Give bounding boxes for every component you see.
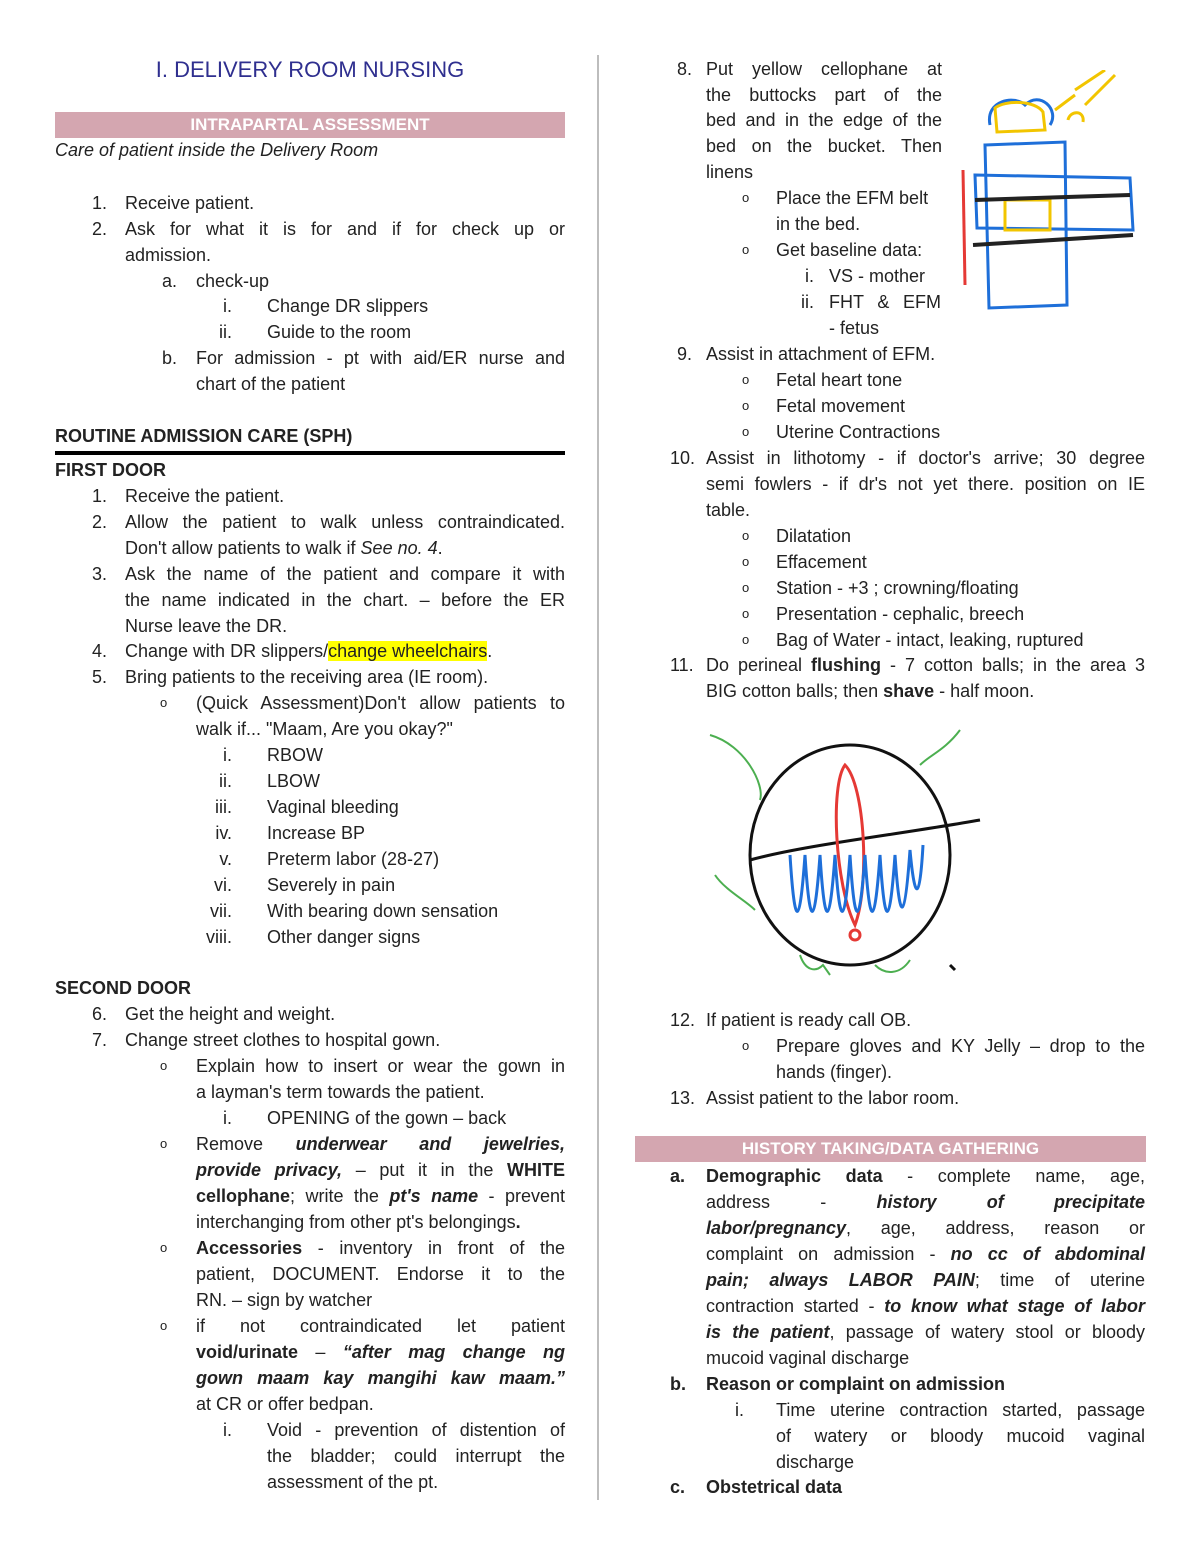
- list-roman: viii.: [206, 927, 232, 947]
- bullet-marker: o: [160, 1136, 168, 1151]
- list-item: Assist in attachment of EFM.: [706, 344, 936, 364]
- list-item: if not contraindicated let patient: [196, 1316, 565, 1336]
- list-letter: a.: [670, 1166, 686, 1186]
- list-item: Uterine Contractions: [776, 422, 941, 442]
- list-item-cont: Nurse leave the DR.: [125, 616, 288, 636]
- list-item: Bring patients to the receiving area (IE room).: [125, 667, 489, 687]
- list-number: 5.: [91, 667, 107, 687]
- list-roman: i.: [223, 1108, 232, 1128]
- list-item: Demographic data - complete name, age,: [706, 1166, 1145, 1186]
- list-number: 10.: [670, 448, 696, 468]
- list-letter: b.: [161, 348, 177, 368]
- list-item: Prepare gloves and KY Jelly – drop to the: [776, 1036, 1145, 1056]
- list-item-cont: is the patient, passage of watery stool or bloody: [706, 1322, 1146, 1342]
- bullet-marker: o: [160, 1240, 168, 1255]
- bullet-marker: o: [742, 372, 750, 387]
- list-number: 1.: [91, 486, 107, 506]
- list-roman: i.: [223, 745, 232, 765]
- list-item: Fetal heart tone: [776, 370, 903, 390]
- list-item: Increase BP: [267, 823, 366, 843]
- list-item-cont: bed on the bucket. Then: [706, 136, 942, 156]
- section-band-history: HISTORY TAKING/DATA GATHERING: [635, 1136, 1146, 1162]
- list-item: Bag of Water - intact, leaking, ruptured: [776, 630, 1084, 650]
- list-item: LBOW: [267, 771, 321, 791]
- list-item-cont: the buttocks part of the: [706, 85, 942, 105]
- list-item: (Quick Assessment)Don't allow patients to: [196, 693, 565, 713]
- list-item-cont: RN. – sign by watcher: [196, 1290, 373, 1310]
- list-item: Dilatation: [776, 526, 852, 546]
- list-roman: v.: [219, 849, 232, 869]
- list-item-cont: a layman's term towards the patient.: [196, 1082, 485, 1102]
- list-letter: a.: [161, 271, 177, 291]
- list-number: 2.: [91, 512, 107, 532]
- list-number: 12.: [670, 1010, 696, 1030]
- list-item: Preterm labor (28-27): [267, 849, 440, 869]
- section-heading-routine: ROUTINE ADMISSION CARE (SPH): [55, 426, 353, 446]
- list-item: Allow the patient to walk unless contraindicated.: [125, 512, 565, 532]
- list-number: 1.: [91, 193, 107, 213]
- bullet-marker: o: [742, 580, 750, 595]
- list-item: RBOW: [267, 745, 323, 765]
- list-item-cont: assessment of the pt.: [267, 1472, 439, 1492]
- list-item: Presentation - cephalic, breech: [776, 604, 1025, 624]
- list-letter: c.: [670, 1477, 686, 1497]
- heading-rule: [55, 451, 565, 455]
- list-item: Station - +3 ; crowning/floating: [776, 578, 1019, 598]
- list-item: Assist patient to the labor room.: [706, 1088, 960, 1108]
- list-number: 13.: [670, 1088, 696, 1108]
- list-item: Effacement: [776, 552, 867, 572]
- list-item: check-up: [196, 271, 270, 291]
- section-band-intrapartal: INTRAPARTAL ASSESSMENT: [55, 112, 565, 138]
- list-item-cont: in the bed.: [776, 214, 861, 234]
- bullet-marker: o: [742, 554, 750, 569]
- list-item: Receive patient.: [125, 193, 255, 213]
- list-item-cont: BIG cotton balls; then shave - half moon.: [706, 681, 1035, 701]
- list-item: Fetal movement: [776, 396, 906, 416]
- bullet-marker: o: [742, 398, 750, 413]
- list-item: Change DR slippers: [267, 296, 429, 316]
- perineal-sketch: [705, 725, 1000, 980]
- list-roman: ii.: [801, 292, 814, 312]
- list-item: OPENING of the gown – back: [267, 1108, 507, 1128]
- list-number: 7.: [91, 1030, 107, 1050]
- list-item-cont: mucoid vaginal discharge: [706, 1348, 910, 1368]
- list-item: Assist in lithotomy - if doctor's arrive; 30 degree: [706, 448, 1145, 468]
- list-item-cont: linens: [706, 162, 754, 182]
- list-item-cont: at CR or offer bedpan.: [196, 1394, 374, 1414]
- list-number: 2.: [91, 219, 107, 239]
- list-item: If patient is ready call OB.: [706, 1010, 912, 1030]
- list-roman: vii.: [210, 901, 232, 921]
- bullet-marker: o: [742, 528, 750, 543]
- bullet-marker: o: [742, 424, 750, 439]
- list-item: Ask the name of the patient and compare it with: [125, 564, 565, 584]
- list-item-cont: complaint on admission - no cc of abdominal: [706, 1244, 1146, 1264]
- list-item: With bearing down sensation: [267, 901, 499, 921]
- list-item-cont: the name indicated in the chart. – before the ER: [125, 590, 565, 610]
- list-item: Obstetrical data: [706, 1477, 843, 1497]
- list-item-cont: Don't allow patients to walk if See no. 4.: [125, 538, 443, 558]
- list-item: Do perineal flushing - 7 cotton balls; in the area 3: [706, 655, 1146, 675]
- list-item: Reason or complaint on admission: [706, 1374, 1006, 1394]
- list-item: Guide to the room: [267, 322, 412, 342]
- list-number: 11.: [670, 655, 694, 675]
- list-number: 4.: [91, 641, 107, 661]
- bullet-marker: o: [742, 242, 750, 257]
- list-roman: ii.: [219, 771, 232, 791]
- list-item-cont: provide privacy, – put it in the WHITE: [196, 1160, 566, 1180]
- list-roman: iii.: [215, 797, 232, 817]
- list-item: FHT & EFM: [829, 292, 941, 312]
- list-item: Remove underwear and jewelries,: [196, 1134, 565, 1154]
- list-item-cont: contraction started - to know what stage of labor: [706, 1296, 1146, 1316]
- list-roman: i.: [223, 296, 232, 316]
- list-roman: vi.: [214, 875, 232, 895]
- list-item: Explain how to insert or wear the gown in: [196, 1056, 565, 1076]
- page-title: I. DELIVERY ROOM NURSING: [155, 57, 465, 82]
- list-item: Place the EFM belt: [776, 188, 929, 208]
- list-roman: i.: [735, 1400, 744, 1420]
- list-item: VS - mother: [829, 266, 926, 286]
- list-item-cont: address - history of precipitate: [706, 1192, 1145, 1212]
- list-roman: iv.: [215, 823, 232, 843]
- highlighted-text: change wheelchairs: [328, 641, 488, 661]
- list-item-cont: - fetus: [829, 318, 880, 338]
- list-number: 8.: [676, 59, 692, 79]
- list-item-cont: semi fowlers - if dr's not yet there. position on IE: [706, 474, 1145, 494]
- list-number: 6.: [91, 1004, 107, 1024]
- list-item-cont: table.: [706, 500, 751, 520]
- section-subtitle: Care of patient inside the Delivery Room: [55, 140, 379, 160]
- list-item: Time uterine contraction started, passage: [776, 1400, 1145, 1420]
- list-item: Other danger signs: [267, 927, 421, 947]
- list-item: Void - prevention of distention of: [267, 1420, 565, 1440]
- list-item-cont: chart of the patient: [196, 374, 346, 394]
- bullet-marker: o: [160, 1318, 168, 1333]
- list-item: Change street clothes to hospital gown.: [125, 1030, 441, 1050]
- bullet-marker: o: [742, 632, 750, 647]
- list-roman: ii.: [219, 322, 232, 342]
- second-door-heading: SECOND DOOR: [55, 978, 192, 998]
- list-item: Put yellow cellophane at: [706, 59, 942, 79]
- list-item: Get the height and weight.: [125, 1004, 336, 1024]
- list-letter: b.: [670, 1374, 686, 1394]
- first-door-heading: FIRST DOOR: [55, 460, 166, 480]
- bullet-marker: o: [160, 695, 168, 710]
- list-item-cont: pain; always LABOR PAIN; time of uterine: [706, 1270, 1145, 1290]
- list-item: For admission - pt with aid/ER nurse and: [196, 348, 565, 368]
- bullet-marker: o: [160, 1058, 168, 1073]
- list-item: Vaginal bleeding: [267, 797, 399, 817]
- list-item-cont: admission.: [125, 245, 212, 265]
- list-number: 9.: [676, 344, 692, 364]
- list-item: Get baseline data:: [776, 240, 923, 260]
- list-item-cont: gown maam kay mangihi kaw maam.”: [196, 1368, 565, 1388]
- list-item-cont: of watery or bloody mucoid vaginal: [776, 1426, 1145, 1446]
- list-item-cont: discharge: [776, 1452, 855, 1472]
- list-number: 3.: [91, 564, 107, 584]
- list-item: Ask for what it is for and if for check up or: [125, 219, 565, 239]
- column-divider: [597, 55, 599, 1500]
- bed-sketch: [955, 70, 1145, 315]
- list-item-cont: void/urinate – “after mag change ng: [196, 1342, 566, 1362]
- bullet-marker: o: [742, 1038, 750, 1053]
- list-item: Accessories - inventory in front of the: [196, 1238, 565, 1258]
- list-item-cont: patient, DOCUMENT. Endorse it to the: [196, 1264, 565, 1284]
- list-item-cont: bed and in the edge of the: [706, 110, 942, 130]
- list-item-cont: labor/pregnancy, age, address, reason or: [706, 1218, 1145, 1238]
- list-item: Severely in pain: [267, 875, 396, 895]
- list-item-cont: walk if... "Maam, Are you okay?": [196, 719, 453, 739]
- list-roman: i.: [223, 1420, 232, 1440]
- bullet-marker: o: [742, 606, 750, 621]
- bullet-marker: o: [742, 190, 750, 205]
- list-item-cont: interchanging from other pt's belongings.: [196, 1212, 521, 1232]
- list-item-cont: hands (finger).: [776, 1062, 893, 1082]
- list-item: Receive the patient.: [125, 486, 285, 506]
- list-item-cont: cellophane; write the pt's name - prevent: [196, 1186, 565, 1206]
- list-roman: i.: [805, 266, 814, 286]
- list-item-cont: the bladder; could interrupt the: [267, 1446, 565, 1466]
- list-item: Change with DR slippers/change wheelchairs.: [125, 641, 493, 661]
